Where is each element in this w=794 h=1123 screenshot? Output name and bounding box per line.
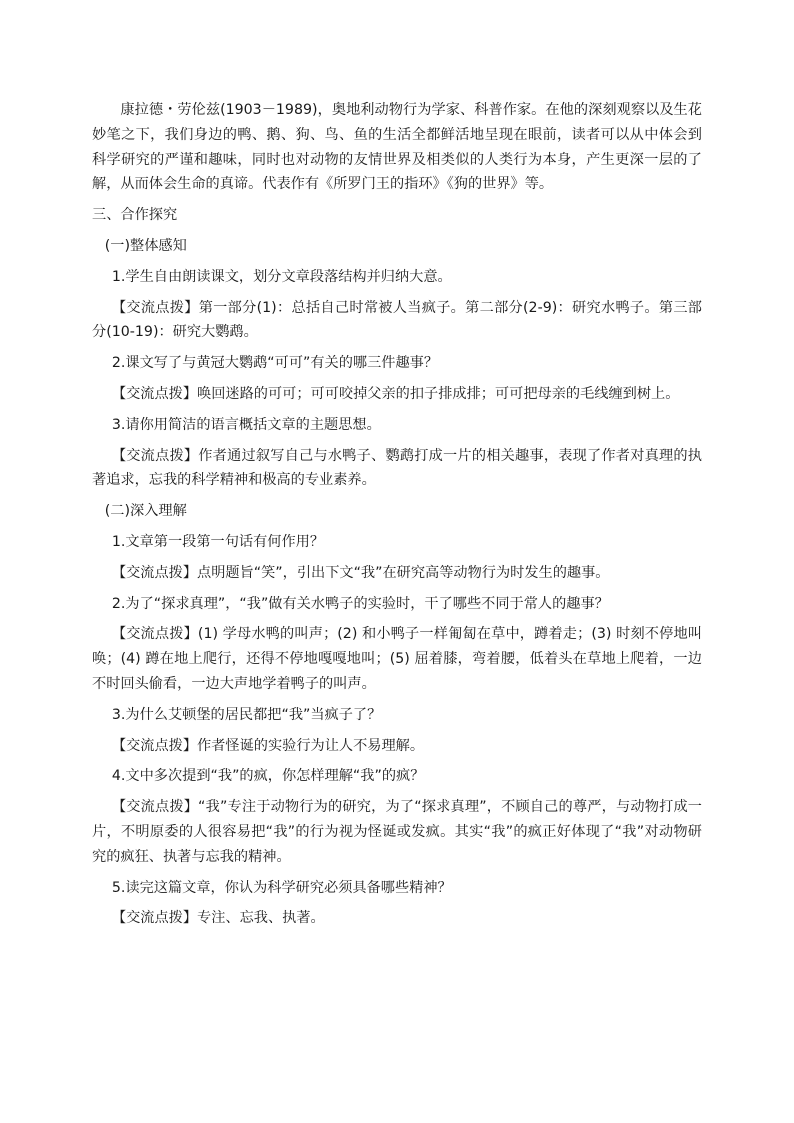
part2-answer-2: 【交流点拨】(1) 学母水鸭的叫声；(2) 和小鸭子一样匍匐在草中，蹲着走；(3) 时刻不停地叫唤；(4) 蹲在地上爬行，还得不停地嘎嘎地叫；(5) 屈着膝，弯着腰，低着头在草地上爬着，一边不时回头偷看，一边大声地学着鸭子的叫声。 bbox=[92, 626, 702, 692]
part1-question-2: 2.课文写了与黄冠大鹦鹉“可可”有关的哪三件趣事？ bbox=[111, 355, 439, 372]
part2-answer-3: 【交流点拨】作者怪诞的实验行为让人不易理解。 bbox=[111, 737, 425, 754]
part1-question-1: 1.学生自由朗读课文，划分文章段落结构并归纳大意。 bbox=[111, 268, 452, 285]
part2-question-2: 2.为了“探求真理”，“我”做有关水鸭子的实验时，干了哪些不同于常人的趣事？ bbox=[111, 595, 609, 612]
section-heading-3: 三、合作探究 bbox=[92, 207, 178, 224]
part2-answer-5: 【交流点拨】专注、忘我、执著。 bbox=[111, 910, 325, 927]
part1-answer-2: 【交流点拨】唤回迷路的可可；可可咬掉父亲的扣子排成排；可可把母亲的毛线缠到树上。 bbox=[111, 385, 680, 402]
part1-answer-3: 【交流点拨】作者通过叙写自己与水鸭子、鹦鹉打成一片的相关趣事，表现了作者对真理的执著追求，忘我的科学精神和极高的专业素养。 bbox=[92, 447, 702, 489]
part2-question-1: 1.文章第一段第一句话有何作用？ bbox=[111, 533, 325, 550]
part1-question-3: 3.请你用简洁的语言概括文章的主题思想。 bbox=[111, 416, 381, 433]
part1-title: (一)整体感知 bbox=[104, 237, 187, 254]
part2-question-5: 5.读完这篇文章，你认为科学研究必须具备哪些精神？ bbox=[111, 879, 452, 896]
part1-answer-1: 【交流点拨】第一部分(1)：总括自己时常被人当疯子。第二部分(2-9)：研究水鸭子。第三部分(10-19)：研究大鹦鹉。 bbox=[92, 299, 702, 341]
part2-answer-1: 【交流点拨】点明题旨“笑”，引出下文“我”在研究高等动物行为时发生的趣事。 bbox=[111, 564, 610, 581]
part2-question-4: 4.文中多次提到“我”的疯，你怎样理解“我”的疯？ bbox=[111, 768, 425, 785]
intro-paragraph: 康拉德・劳伦兹(1903－1989)，奥地利动物行为学家、科普作家。在他的深刻观察以及生花妙笔之下，我们身边的鸭、鹅、狗、鸟、鱼的生活全都鲜活地呈现在眼前，读者可以从中体会到科学研究的严谨和趣味，同时也对动物的友情世界及相类似的人类行为本身，产生更深一层的了解，从而体会生命的真谛。代表作有《所罗门王的指环》《狗的世界》等。 bbox=[92, 102, 702, 193]
part2-answer-4: 【交流点拨】“我”专注于动物行为的研究，为了“探求真理”，不顾自己的尊严，与动物打成一片，不明原委的人很容易把“我”的行为视为怪诞或发疯。其实“我”的疯正好体现了“我”对动物研究的疯狂、执著与忘我的精神。 bbox=[92, 799, 702, 865]
part2-question-3: 3.为什么艾顿堡的居民都把“我”当疯子了？ bbox=[111, 706, 382, 723]
part2-title: (二)深入理解 bbox=[104, 503, 187, 520]
